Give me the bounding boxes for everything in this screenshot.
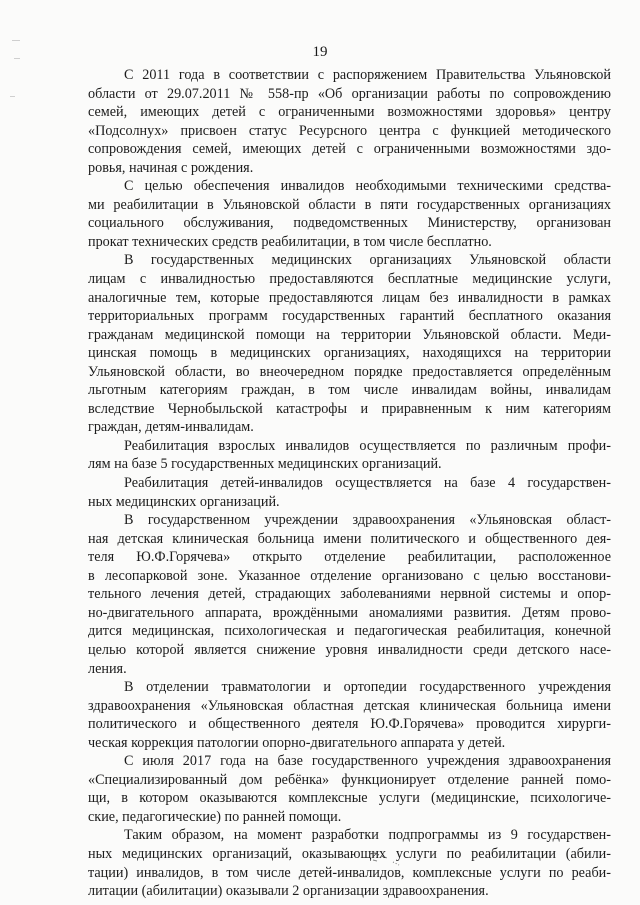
paragraph [88, 511, 611, 678]
text-line: семей, имеющих детей с ограниченными возможностями здоровья» центру [88, 104, 611, 121]
paragraph [88, 678, 611, 752]
text-line: дится медицинская, психологическая и педагогическая реабилитация, конечной [88, 623, 611, 640]
paragraph [88, 251, 611, 436]
scan-artifact [10, 96, 15, 97]
text-line: социального обслуживания, подведомственных Министерству, организован [88, 215, 611, 232]
pen-mark-icon [365, 846, 405, 872]
text-line: «Подсолнух» присвоен статус Ресурсного центра с функцией методического [88, 122, 611, 139]
text-line: теля Ю.Ф.Горячева» открыто отделение реабилитации, расположенное [88, 549, 611, 566]
text-line: Ульяновской области, во внеочередном порядке предоставляется определённым [88, 363, 611, 380]
text-line: ная детская клиническая больница имени политического и общественного дея- [88, 530, 611, 547]
text-line: «Специализированный дом ребёнка» функционирует отделение ранней помо- [88, 771, 611, 788]
paragraph [88, 826, 611, 900]
text-line: В государственных медицинских организациях Ульяновской области [124, 252, 611, 269]
text-line: сопровождения семей, имеющих детей с ограниченными возможностями здо- [88, 141, 611, 158]
text-line: ческая коррекция патологии опорно-двигательного аппарата у детей. [88, 734, 506, 751]
text-line: территориальных программ государственных гарантий бесплатного оказания [88, 308, 611, 325]
text-line: льготным категориям граждан, в том числе инвалидам войны, инвалидам [88, 382, 611, 399]
text-line: ровья, начиная с рождения. [88, 159, 254, 176]
text-line: но-двигательного аппарата, врождёнными аномалиями развития. Детям прово- [88, 604, 611, 621]
text-line: прокат технических средств реабилитации, в том числе бесплатно. [88, 233, 492, 250]
text-line: тельного лечения детей, страдающих заболеваниями нервной системы и опор- [88, 586, 611, 603]
text-line: здравоохранения «Ульяновская областная детская клиническая больница имени [88, 697, 611, 714]
paragraph [88, 66, 611, 177]
scan-artifact [12, 40, 20, 41]
paragraph [88, 474, 611, 511]
text-line: С целью обеспечения инвалидов необходимыми техническими средства- [124, 178, 611, 195]
text-line: В отделении травматологии и ортопедии государственного учреждения [124, 679, 611, 696]
text-line: ных медицинских организаций. [88, 493, 280, 510]
text-line: гражданам медицинской помощи на территории Ульяновской области. Меди- [88, 326, 611, 343]
text-line: цинская помощь в медицинских организациях, находящихся на территории [88, 345, 611, 362]
text-line: ления. [88, 660, 127, 677]
text-line: ми реабилитации в Ульяновской области в пяти государственных организациях [88, 196, 611, 213]
text-line: Реабилитация детей-инвалидов осуществляется на базе 4 государствен- [124, 475, 611, 492]
text-line: Таким образом, на момент разработки подпрограммы из 9 государствен- [124, 827, 611, 844]
paragraph [88, 437, 611, 474]
page-number: 19 [312, 44, 328, 60]
text-line: в лесопарковой зоне. Указанное отделение организовано с целью восстанови- [88, 567, 611, 584]
paragraph [88, 752, 611, 826]
text-line: лицам с инвалидностью предоставляются бесплатные медицинские услуги, [88, 271, 611, 288]
text-line: щи, в котором оказываются комплексные услуги (медицинские, психологиче- [88, 790, 611, 807]
text-line: политического и общественного деятеля Ю.Ф.Горячева» проводится хирурги- [88, 716, 611, 733]
text-line: литации (абилитации) оказывали 2 организации здравоохранения. [88, 883, 489, 900]
text-line: лям на базе 5 государственных медицинских организаций. [88, 456, 442, 473]
text-line: граждан, детям-инвалидам. [88, 419, 254, 436]
document-body [88, 66, 611, 901]
text-line: целью которой является снижение уровня инвалидности среди детского насе- [88, 641, 611, 658]
text-line: ных медицинских организаций, оказывающих услуги по реабилитации (абили- [88, 845, 611, 862]
text-line: вследствие Чернобыльской катастрофы и приравненным к ним категориям [88, 400, 611, 417]
text-line: области от 29.07.2011 № 558-пр «Об организации работы по сопровождению [88, 85, 611, 102]
text-line: В государственном учреждении здравоохранения «Ульяновская област- [124, 512, 611, 529]
text-line: тации) инвалидов, в том числе детей-инвалидов, комплексные услуги по реаби- [88, 864, 611, 881]
text-line: С июля 2017 года на базе государственного учреждения здравоохранения [124, 753, 611, 770]
text-line: С 2011 года в соответствии с распоряжением Правительства Ульяновской [124, 67, 611, 83]
paragraph [88, 177, 611, 251]
text-line: Реабилитация взрослых инвалидов осуществляется по различным профи- [124, 437, 611, 454]
text-line: ские, педагогические) по ранней помощи. [88, 808, 342, 825]
text-line: аналогичные тем, которые предоставляются лицам без инвалидности в рамках [88, 289, 611, 306]
